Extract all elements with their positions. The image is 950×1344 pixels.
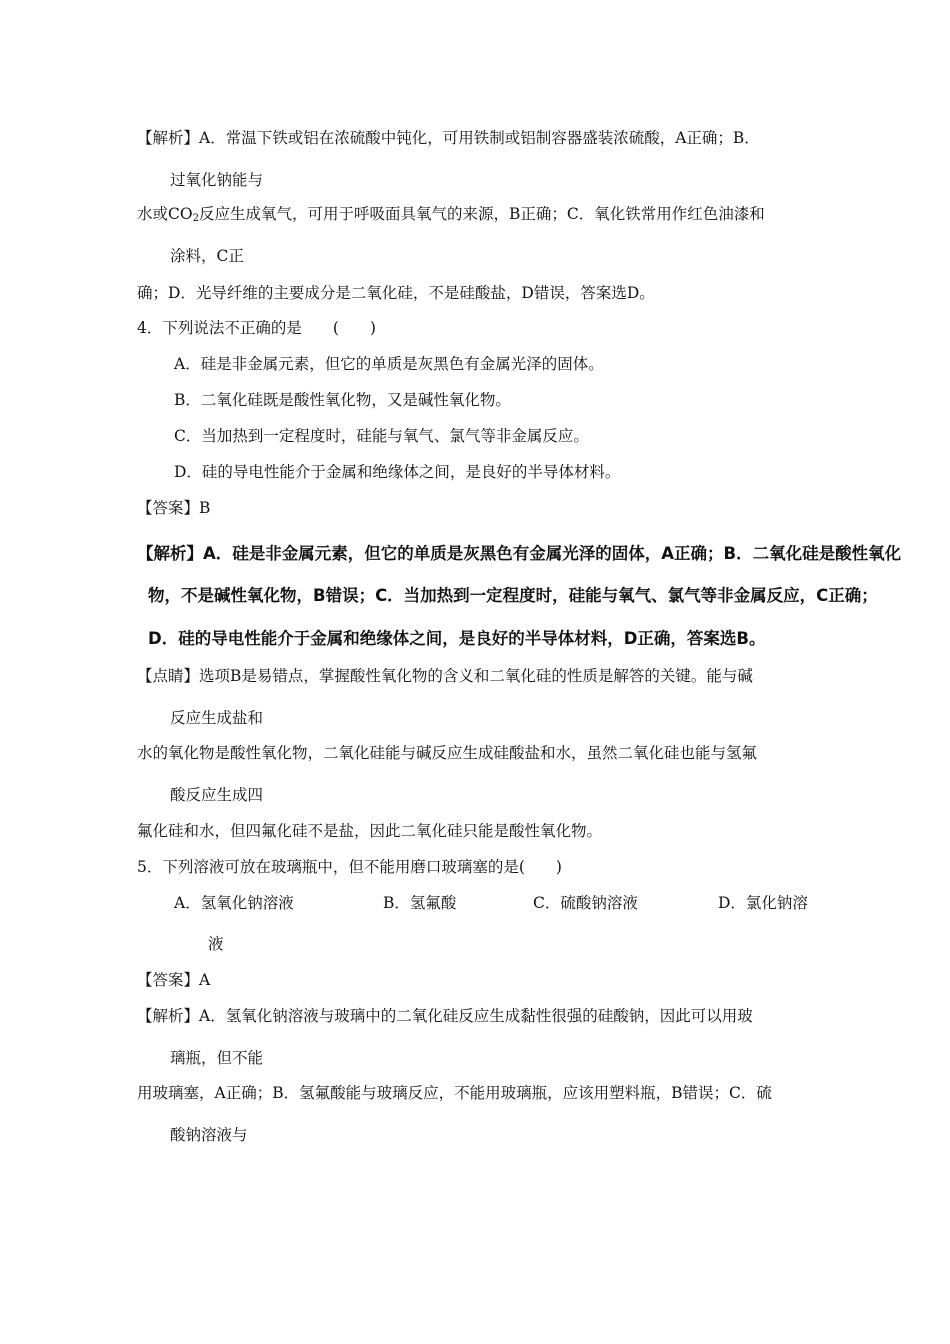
q3-analysis-line-1: 【解析】A．常温下铁或铝在浓硫酸中钝化，可用铁制或铝制容器盛装浓硫酸，A正确；B． <box>137 129 760 147</box>
q4-stem: 4．下列说法不正确的是 ( ) <box>137 319 376 337</box>
q4-tip-line-3: 水的氧化物是酸性氧化物，二氧化硅能与碱反应生成硅酸盐和水，虽然二氧化硅也能与氢氟 <box>137 744 758 762</box>
q5-stem: 5．下列溶液可放在玻璃瓶中，但不能用磨口玻璃塞的是( ) <box>137 858 562 876</box>
q4-option-d: D．硅的导电性能介于金属和绝缘体之间，是良好的半导体材料。 <box>174 463 621 481</box>
q4-tip-line-1: 【点睛】选项B是易错点，掌握酸性氧化物的含义和二氧化硅的性质是解答的关键。能与碱 <box>137 667 753 685</box>
q5-option-d: D．氯化钠溶 <box>718 894 808 912</box>
q3-analysis-line-3-post: 反应生成氧气，可用于呼吸面具氧气的来源，B正确；C．氧化铁常用作红色油漆和 <box>198 205 765 223</box>
q4-option-b: B．二氧化硅既是酸性氧化物，又是碱性氧化物。 <box>174 391 511 409</box>
q5-option-c: C．硫酸钠溶液 <box>533 894 638 912</box>
q4-analysis-line-2: 物，不是碱性氧化物，B错误；C．当加热到一定程度时，硅能与氧气、氯气等非金属反应，C正确； <box>148 586 878 605</box>
q4-tip-line-4: 酸反应生成四 <box>170 786 264 804</box>
q3-analysis-line-2: 过氧化钠能与 <box>170 171 264 189</box>
q5-option-d-wrap: 液 <box>208 935 224 953</box>
q4-option-c: C．当加热到一定程度时，硅能与氧气、氯气等非金属反应。 <box>174 427 589 445</box>
q4-tip-line-2: 反应生成盐和 <box>170 709 264 727</box>
q3-analysis-line-5: 确；D．光导纤维的主要成分是二氧化硅，不是硅酸盐，D错误，答案选D。 <box>137 284 655 302</box>
q4-analysis-line-1: 【解析】A．硅是非金属元素，但它的单质是灰黑色有金属光泽的固体，A正确；B．二氧化硅是酸性氧化 <box>137 544 902 563</box>
q3-analysis-line-3-pre: 水或CO <box>137 205 193 223</box>
q4-tip-line-5: 氟化硅和水，但四氟化硅不是盐，因此二氧化硅只能是酸性氧化物。 <box>137 822 603 840</box>
q3-analysis-line-4: 涂料，C正 <box>170 247 244 265</box>
q4-analysis-line-3: D．硅的导电性能介于金属和绝缘体之间，是良好的半导体材料，D正确，答案选B。 <box>148 629 766 648</box>
q5-analysis-line-4: 酸钠溶液与 <box>170 1126 248 1144</box>
q5-analysis-line-3: 用玻璃塞，A正确；B．氢氟酸能与玻璃反应，不能用玻璃瓶，应该用塑料瓶，B错误；C．硫 <box>137 1084 772 1102</box>
q3-analysis-line-3 <box>137 204 765 229</box>
q5-option-a: A．氢氧化钠溶液 <box>174 894 294 912</box>
subscript-2: 2 <box>192 213 199 224</box>
q4-answer: 【答案】B <box>137 499 211 517</box>
q5-analysis-line-2: 璃瓶，但不能 <box>170 1049 264 1067</box>
q5-answer: 【答案】A <box>137 971 211 989</box>
q5-analysis-line-1: 【解析】A．氢氧化钠溶液与玻璃中的二氧化硅反应生成黏性很强的硅酸钠，因此可以用玻 <box>137 1007 753 1025</box>
q4-option-a: A．硅是非金属元素，但它的单质是灰黑色有金属光泽的固体。 <box>174 355 604 373</box>
q5-option-b: B．氢氟酸 <box>383 894 457 912</box>
